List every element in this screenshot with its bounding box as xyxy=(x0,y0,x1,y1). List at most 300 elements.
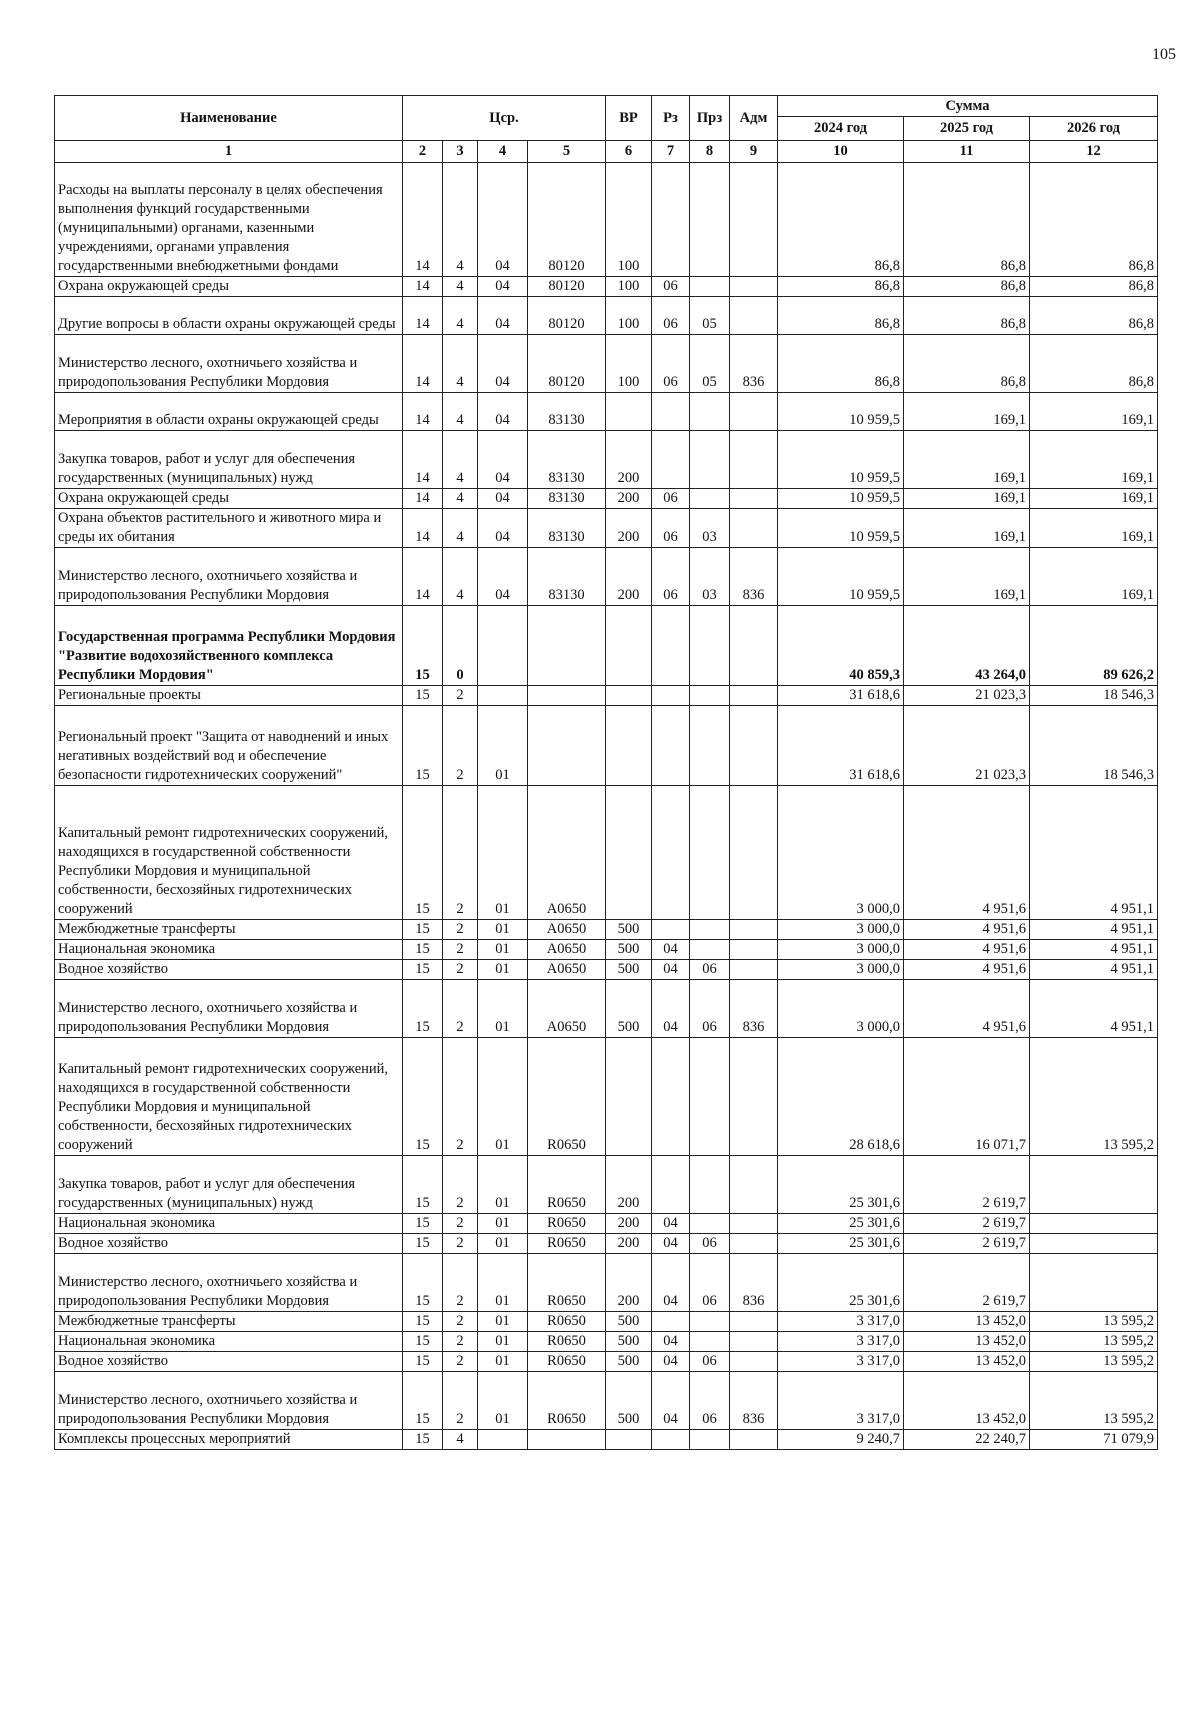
cell-adm xyxy=(730,163,778,277)
cell-csr-5 xyxy=(528,706,606,786)
column-number: 7 xyxy=(652,141,690,163)
table-row xyxy=(55,1038,1158,1156)
cell-prz xyxy=(690,920,730,940)
cell-prz xyxy=(690,940,730,960)
cell-csr-2: 15 xyxy=(403,706,443,786)
cell-vr: 500 xyxy=(606,1312,652,1332)
cell-csr-4: 04 xyxy=(478,548,528,606)
cell-sum-2024: 25 301,6 xyxy=(778,1156,904,1214)
cell-sum-2024: 86,8 xyxy=(778,297,904,335)
cell-rz: 04 xyxy=(652,980,690,1038)
cell-sum-2025: 4 951,6 xyxy=(904,786,1030,920)
cell-sum-2024: 86,8 xyxy=(778,163,904,277)
cell-vr: 500 xyxy=(606,940,652,960)
cell-sum-2025: 2 619,7 xyxy=(904,1254,1030,1312)
column-number: 11 xyxy=(904,141,1030,163)
column-number: 3 xyxy=(443,141,478,163)
cell-vr: 500 xyxy=(606,960,652,980)
cell-adm xyxy=(730,393,778,431)
cell-vr xyxy=(606,1038,652,1156)
header-year-2026: 2026 год xyxy=(1030,117,1158,141)
cell-rz: 04 xyxy=(652,1372,690,1430)
header-year-2024: 2024 год xyxy=(778,117,904,141)
cell-csr-3: 2 xyxy=(443,1254,478,1312)
header-sum: Сумма xyxy=(778,96,1158,117)
table-row xyxy=(55,1312,1158,1332)
cell-csr-5: 80120 xyxy=(528,335,606,393)
cell-csr-4: 04 xyxy=(478,509,528,548)
cell-adm: 836 xyxy=(730,335,778,393)
cell-rz: 06 xyxy=(652,335,690,393)
page-number: 105 xyxy=(1152,46,1176,63)
cell-csr-2: 15 xyxy=(403,1254,443,1312)
table-row xyxy=(55,335,1158,393)
cell-sum-2024: 31 618,6 xyxy=(778,706,904,786)
cell-vr xyxy=(606,393,652,431)
table-row xyxy=(55,163,1158,277)
cell-sum-2025: 169,1 xyxy=(904,393,1030,431)
cell-sum-2026: 169,1 xyxy=(1030,509,1158,548)
cell-sum-2026: 169,1 xyxy=(1030,548,1158,606)
cell-sum-2026: 71 079,9 xyxy=(1030,1430,1158,1450)
cell-sum-2025: 2 619,7 xyxy=(904,1156,1030,1214)
cell-vr: 200 xyxy=(606,1254,652,1312)
cell-sum-2024: 10 959,5 xyxy=(778,548,904,606)
cell-csr-3: 4 xyxy=(443,509,478,548)
cell-csr-4: 04 xyxy=(478,393,528,431)
column-number: 4 xyxy=(478,141,528,163)
table-row xyxy=(55,431,1158,489)
table-row xyxy=(55,277,1158,297)
cell-adm: 836 xyxy=(730,548,778,606)
cell-vr: 500 xyxy=(606,1332,652,1352)
cell-sum-2026: 4 951,1 xyxy=(1030,940,1158,960)
cell-sum-2024: 10 959,5 xyxy=(778,489,904,509)
table-row xyxy=(55,1332,1158,1352)
cell-csr-5: R0650 xyxy=(528,1352,606,1372)
cell-csr-2: 15 xyxy=(403,1312,443,1332)
cell-sum-2025: 86,8 xyxy=(904,163,1030,277)
cell-csr-3: 4 xyxy=(443,489,478,509)
cell-prz xyxy=(690,1214,730,1234)
cell-sum-2026: 13 595,2 xyxy=(1030,1038,1158,1156)
cell-sum-2024: 3 000,0 xyxy=(778,960,904,980)
table-row xyxy=(55,393,1158,431)
cell-csr-3: 2 xyxy=(443,1332,478,1352)
header-adm: Адм xyxy=(730,96,778,141)
cell-vr: 500 xyxy=(606,1372,652,1430)
cell-prz: 03 xyxy=(690,509,730,548)
cell-csr-3: 4 xyxy=(443,297,478,335)
cell-vr: 100 xyxy=(606,277,652,297)
cell-sum-2026: 169,1 xyxy=(1030,393,1158,431)
cell-rz: 04 xyxy=(652,1234,690,1254)
cell-sum-2026: 86,8 xyxy=(1030,335,1158,393)
cell-adm xyxy=(730,1214,778,1234)
table-row xyxy=(55,706,1158,786)
cell-sum-2025: 169,1 xyxy=(904,509,1030,548)
cell-sum-2026: 86,8 xyxy=(1030,163,1158,277)
cell-vr xyxy=(606,706,652,786)
cell-csr-5: 83130 xyxy=(528,431,606,489)
cell-csr-3: 2 xyxy=(443,706,478,786)
cell-adm xyxy=(730,786,778,920)
cell-rz: 06 xyxy=(652,277,690,297)
cell-sum-2025: 4 951,6 xyxy=(904,940,1030,960)
cell-csr-3: 4 xyxy=(443,1430,478,1450)
cell-sum-2025: 169,1 xyxy=(904,548,1030,606)
cell-csr-2: 15 xyxy=(403,1430,443,1450)
cell-csr-2: 15 xyxy=(403,980,443,1038)
cell-vr: 200 xyxy=(606,1234,652,1254)
cell-sum-2025: 4 951,6 xyxy=(904,920,1030,940)
cell-vr xyxy=(606,606,652,686)
row-name: Региональный проект "Защита от наводнений и иных негативных воздействий вод и обеспечение безопасности гидротехнических сооружений" xyxy=(55,706,403,786)
cell-sum-2026: 4 951,1 xyxy=(1030,980,1158,1038)
cell-adm xyxy=(730,1332,778,1352)
cell-csr-2: 15 xyxy=(403,920,443,940)
cell-adm xyxy=(730,1352,778,1372)
cell-csr-4: 01 xyxy=(478,980,528,1038)
cell-csr-4: 01 xyxy=(478,706,528,786)
cell-csr-2: 15 xyxy=(403,960,443,980)
row-name: Охрана окружающей среды xyxy=(55,489,403,509)
cell-adm xyxy=(730,960,778,980)
cell-sum-2024: 40 859,3 xyxy=(778,606,904,686)
cell-csr-4: 01 xyxy=(478,940,528,960)
row-name: Региональные проекты xyxy=(55,686,403,706)
cell-sum-2025: 86,8 xyxy=(904,335,1030,393)
table-row xyxy=(55,297,1158,335)
table-row xyxy=(55,786,1158,920)
cell-csr-3: 2 xyxy=(443,940,478,960)
cell-prz: 06 xyxy=(690,1372,730,1430)
cell-prz xyxy=(690,431,730,489)
cell-adm xyxy=(730,940,778,960)
table-row xyxy=(55,960,1158,980)
cell-csr-5: R0650 xyxy=(528,1332,606,1352)
row-name: Национальная экономика xyxy=(55,1332,403,1352)
cell-csr-5: A0650 xyxy=(528,980,606,1038)
cell-csr-4: 01 xyxy=(478,1214,528,1234)
cell-csr-3: 2 xyxy=(443,980,478,1038)
table-row xyxy=(55,1214,1158,1234)
table-row xyxy=(55,509,1158,548)
row-name: Государственная программа Республики Мордовия "Развитие водохозяйственного комплекса Республики Мордовия" xyxy=(55,606,403,686)
row-name: Министерство лесного, охотничьего хозяйства и природопользования Республики Мордовия xyxy=(55,548,403,606)
row-name: Закупка товаров, работ и услуг для обеспечения государственных (муниципальных) нужд xyxy=(55,1156,403,1214)
cell-csr-5: A0650 xyxy=(528,786,606,920)
cell-vr xyxy=(606,1430,652,1450)
cell-rz: 04 xyxy=(652,1352,690,1372)
cell-prz xyxy=(690,1156,730,1214)
cell-rz xyxy=(652,786,690,920)
cell-csr-2: 15 xyxy=(403,606,443,686)
budget-table xyxy=(54,95,1158,1450)
row-name: Капитальный ремонт гидротехнических сооружений, находящихся в государственной собственности Республики Мордовия и муниципальной собственности, бесхозяйных гидротехнических сооружений xyxy=(55,786,403,920)
cell-sum-2025: 13 452,0 xyxy=(904,1352,1030,1372)
cell-csr-4: 01 xyxy=(478,1312,528,1332)
cell-rz xyxy=(652,706,690,786)
cell-rz: 04 xyxy=(652,960,690,980)
row-name: Водное хозяйство xyxy=(55,1234,403,1254)
cell-rz: 06 xyxy=(652,509,690,548)
cell-sum-2024: 3 317,0 xyxy=(778,1372,904,1430)
cell-sum-2024: 31 618,6 xyxy=(778,686,904,706)
cell-sum-2026: 13 595,2 xyxy=(1030,1352,1158,1372)
cell-sum-2026: 18 546,3 xyxy=(1030,686,1158,706)
cell-csr-2: 15 xyxy=(403,1372,443,1430)
row-name: Охрана окружающей среды xyxy=(55,277,403,297)
cell-vr xyxy=(606,786,652,920)
cell-csr-2: 14 xyxy=(403,393,443,431)
cell-csr-4 xyxy=(478,606,528,686)
cell-csr-2: 15 xyxy=(403,1156,443,1214)
cell-rz: 04 xyxy=(652,1214,690,1234)
cell-sum-2025: 21 023,3 xyxy=(904,686,1030,706)
cell-csr-4: 04 xyxy=(478,163,528,277)
cell-prz xyxy=(690,163,730,277)
cell-csr-5: R0650 xyxy=(528,1156,606,1214)
cell-sum-2024: 10 959,5 xyxy=(778,431,904,489)
cell-csr-5 xyxy=(528,686,606,706)
table-body xyxy=(55,163,1158,1450)
cell-rz xyxy=(652,1430,690,1450)
row-name: Министерство лесного, охотничьего хозяйства и природопользования Республики Мордовия xyxy=(55,1372,403,1430)
column-number: 12 xyxy=(1030,141,1158,163)
row-name: Водное хозяйство xyxy=(55,1352,403,1372)
cell-csr-3: 2 xyxy=(443,1312,478,1332)
cell-prz xyxy=(690,786,730,920)
cell-sum-2024: 28 618,6 xyxy=(778,1038,904,1156)
cell-csr-5: A0650 xyxy=(528,960,606,980)
cell-vr: 200 xyxy=(606,431,652,489)
column-number: 10 xyxy=(778,141,904,163)
table-row xyxy=(55,1254,1158,1312)
cell-csr-4: 01 xyxy=(478,960,528,980)
cell-vr: 100 xyxy=(606,163,652,277)
cell-prz xyxy=(690,606,730,686)
cell-csr-5: 83130 xyxy=(528,509,606,548)
cell-sum-2026: 169,1 xyxy=(1030,431,1158,489)
cell-csr-4: 04 xyxy=(478,335,528,393)
header-prz: Прз xyxy=(690,96,730,141)
cell-prz xyxy=(690,277,730,297)
cell-vr: 200 xyxy=(606,1214,652,1234)
cell-rz xyxy=(652,163,690,277)
cell-csr-3: 4 xyxy=(443,431,478,489)
table-row xyxy=(55,1234,1158,1254)
cell-rz: 06 xyxy=(652,489,690,509)
row-name: Межбюджетные трансферты xyxy=(55,920,403,940)
cell-csr-4: 01 xyxy=(478,786,528,920)
cell-csr-3: 0 xyxy=(443,606,478,686)
cell-csr-2: 15 xyxy=(403,686,443,706)
cell-csr-3: 2 xyxy=(443,1038,478,1156)
cell-csr-4: 01 xyxy=(478,1372,528,1430)
cell-adm: 836 xyxy=(730,1254,778,1312)
row-name: Капитальный ремонт гидротехнических сооружений, находящихся в государственной собственности Республики Мордовия и муниципальной собственности, бесхозяйных гидротехнических сооружений xyxy=(55,1038,403,1156)
cell-vr: 500 xyxy=(606,1352,652,1372)
cell-csr-2: 14 xyxy=(403,335,443,393)
cell-csr-5: A0650 xyxy=(528,940,606,960)
cell-csr-4: 04 xyxy=(478,489,528,509)
cell-csr-3: 2 xyxy=(443,786,478,920)
cell-prz xyxy=(690,489,730,509)
cell-vr: 200 xyxy=(606,548,652,606)
cell-adm xyxy=(730,706,778,786)
cell-csr-5: 80120 xyxy=(528,297,606,335)
cell-csr-3: 2 xyxy=(443,920,478,940)
column-number: 5 xyxy=(528,141,606,163)
cell-vr: 100 xyxy=(606,297,652,335)
cell-vr: 200 xyxy=(606,489,652,509)
table-row xyxy=(55,980,1158,1038)
row-name: Министерство лесного, охотничьего хозяйства и природопользования Республики Мордовия xyxy=(55,980,403,1038)
cell-csr-4: 01 xyxy=(478,1234,528,1254)
cell-rz: 04 xyxy=(652,940,690,960)
cell-rz: 04 xyxy=(652,1332,690,1352)
cell-prz: 06 xyxy=(690,1254,730,1312)
cell-sum-2026: 13 595,2 xyxy=(1030,1372,1158,1430)
cell-csr-2: 15 xyxy=(403,1214,443,1234)
cell-adm xyxy=(730,297,778,335)
cell-adm xyxy=(730,920,778,940)
row-name: Национальная экономика xyxy=(55,1214,403,1234)
cell-rz xyxy=(652,606,690,686)
cell-adm xyxy=(730,489,778,509)
cell-adm xyxy=(730,1312,778,1332)
cell-sum-2026: 4 951,1 xyxy=(1030,920,1158,940)
cell-csr-2: 14 xyxy=(403,277,443,297)
cell-csr-3: 2 xyxy=(443,1234,478,1254)
cell-csr-5: 83130 xyxy=(528,393,606,431)
cell-sum-2024: 10 959,5 xyxy=(778,509,904,548)
cell-prz xyxy=(690,706,730,786)
cell-rz xyxy=(652,920,690,940)
cell-prz xyxy=(690,393,730,431)
cell-sum-2025: 86,8 xyxy=(904,277,1030,297)
cell-adm xyxy=(730,509,778,548)
cell-sum-2024: 3 000,0 xyxy=(778,980,904,1038)
row-name: Комплексы процессных мероприятий xyxy=(55,1430,403,1450)
row-name: Мероприятия в области охраны окружающей среды xyxy=(55,393,403,431)
cell-sum-2024: 3 000,0 xyxy=(778,920,904,940)
cell-vr xyxy=(606,686,652,706)
cell-csr-4: 01 xyxy=(478,1038,528,1156)
cell-sum-2024: 25 301,6 xyxy=(778,1234,904,1254)
cell-sum-2024: 86,8 xyxy=(778,335,904,393)
cell-adm: 836 xyxy=(730,980,778,1038)
cell-csr-4: 04 xyxy=(478,297,528,335)
cell-csr-3: 4 xyxy=(443,393,478,431)
cell-csr-5: 80120 xyxy=(528,163,606,277)
cell-prz: 03 xyxy=(690,548,730,606)
header-rz: Рз xyxy=(652,96,690,141)
cell-rz: 06 xyxy=(652,548,690,606)
cell-vr: 500 xyxy=(606,920,652,940)
cell-csr-4 xyxy=(478,1430,528,1450)
cell-csr-5: R0650 xyxy=(528,1038,606,1156)
cell-sum-2025: 13 452,0 xyxy=(904,1372,1030,1430)
cell-vr: 100 xyxy=(606,335,652,393)
cell-csr-5: 83130 xyxy=(528,489,606,509)
cell-csr-5: 83130 xyxy=(528,548,606,606)
cell-sum-2026 xyxy=(1030,1214,1158,1234)
cell-prz xyxy=(690,1430,730,1450)
table-row xyxy=(55,1156,1158,1214)
cell-csr-2: 15 xyxy=(403,1332,443,1352)
cell-sum-2025: 22 240,7 xyxy=(904,1430,1030,1450)
cell-sum-2024: 3 317,0 xyxy=(778,1332,904,1352)
cell-csr-5: R0650 xyxy=(528,1214,606,1234)
row-name: Закупка товаров, работ и услуг для обеспечения государственных (муниципальных) нужд xyxy=(55,431,403,489)
cell-csr-2: 15 xyxy=(403,1038,443,1156)
cell-csr-4: 04 xyxy=(478,277,528,297)
cell-sum-2024: 25 301,6 xyxy=(778,1214,904,1234)
cell-rz: 04 xyxy=(652,1254,690,1312)
cell-csr-3: 2 xyxy=(443,960,478,980)
column-number: 2 xyxy=(403,141,443,163)
cell-csr-5: 80120 xyxy=(528,277,606,297)
cell-csr-2: 14 xyxy=(403,548,443,606)
cell-sum-2025: 4 951,6 xyxy=(904,980,1030,1038)
header-year-2025: 2025 год xyxy=(904,117,1030,141)
column-numbers-row xyxy=(55,141,1158,163)
row-name: Министерство лесного, охотничьего хозяйства и природопользования Республики Мордовия xyxy=(55,335,403,393)
cell-prz xyxy=(690,1332,730,1352)
column-number: 1 xyxy=(55,141,403,163)
cell-sum-2024: 3 000,0 xyxy=(778,940,904,960)
cell-vr: 500 xyxy=(606,980,652,1038)
cell-rz xyxy=(652,393,690,431)
cell-prz xyxy=(690,1038,730,1156)
column-number: 8 xyxy=(690,141,730,163)
cell-adm xyxy=(730,1156,778,1214)
row-name: Охрана объектов растительного и животного мира и среды их обитания xyxy=(55,509,403,548)
cell-sum-2024: 86,8 xyxy=(778,277,904,297)
cell-csr-2: 14 xyxy=(403,431,443,489)
cell-csr-4: 01 xyxy=(478,1254,528,1312)
cell-prz: 05 xyxy=(690,335,730,393)
cell-sum-2025: 43 264,0 xyxy=(904,606,1030,686)
cell-prz: 06 xyxy=(690,1352,730,1372)
cell-prz xyxy=(690,1312,730,1332)
cell-sum-2026 xyxy=(1030,1254,1158,1312)
cell-csr-3: 2 xyxy=(443,1352,478,1372)
cell-csr-2: 14 xyxy=(403,297,443,335)
cell-sum-2025: 13 452,0 xyxy=(904,1332,1030,1352)
cell-rz xyxy=(652,431,690,489)
cell-sum-2025: 86,8 xyxy=(904,297,1030,335)
cell-sum-2024: 3 317,0 xyxy=(778,1352,904,1372)
cell-sum-2026 xyxy=(1030,1156,1158,1214)
cell-rz xyxy=(652,1038,690,1156)
cell-sum-2026: 4 951,1 xyxy=(1030,960,1158,980)
cell-sum-2025: 2 619,7 xyxy=(904,1214,1030,1234)
cell-csr-5: R0650 xyxy=(528,1372,606,1430)
cell-vr: 200 xyxy=(606,1156,652,1214)
cell-csr-3: 2 xyxy=(443,1214,478,1234)
cell-sum-2026: 13 595,2 xyxy=(1030,1332,1158,1352)
cell-adm xyxy=(730,606,778,686)
cell-sum-2025: 16 071,7 xyxy=(904,1038,1030,1156)
cell-sum-2026: 18 546,3 xyxy=(1030,706,1158,786)
cell-csr-2: 14 xyxy=(403,489,443,509)
cell-sum-2025: 169,1 xyxy=(904,431,1030,489)
row-name: Расходы на выплаты персоналу в целях обеспечения выполнения функций государственными (муниципальными) органами, казенными учреждениями, органами управления государственными внебюджетными фондами xyxy=(55,163,403,277)
cell-rz xyxy=(652,1312,690,1332)
